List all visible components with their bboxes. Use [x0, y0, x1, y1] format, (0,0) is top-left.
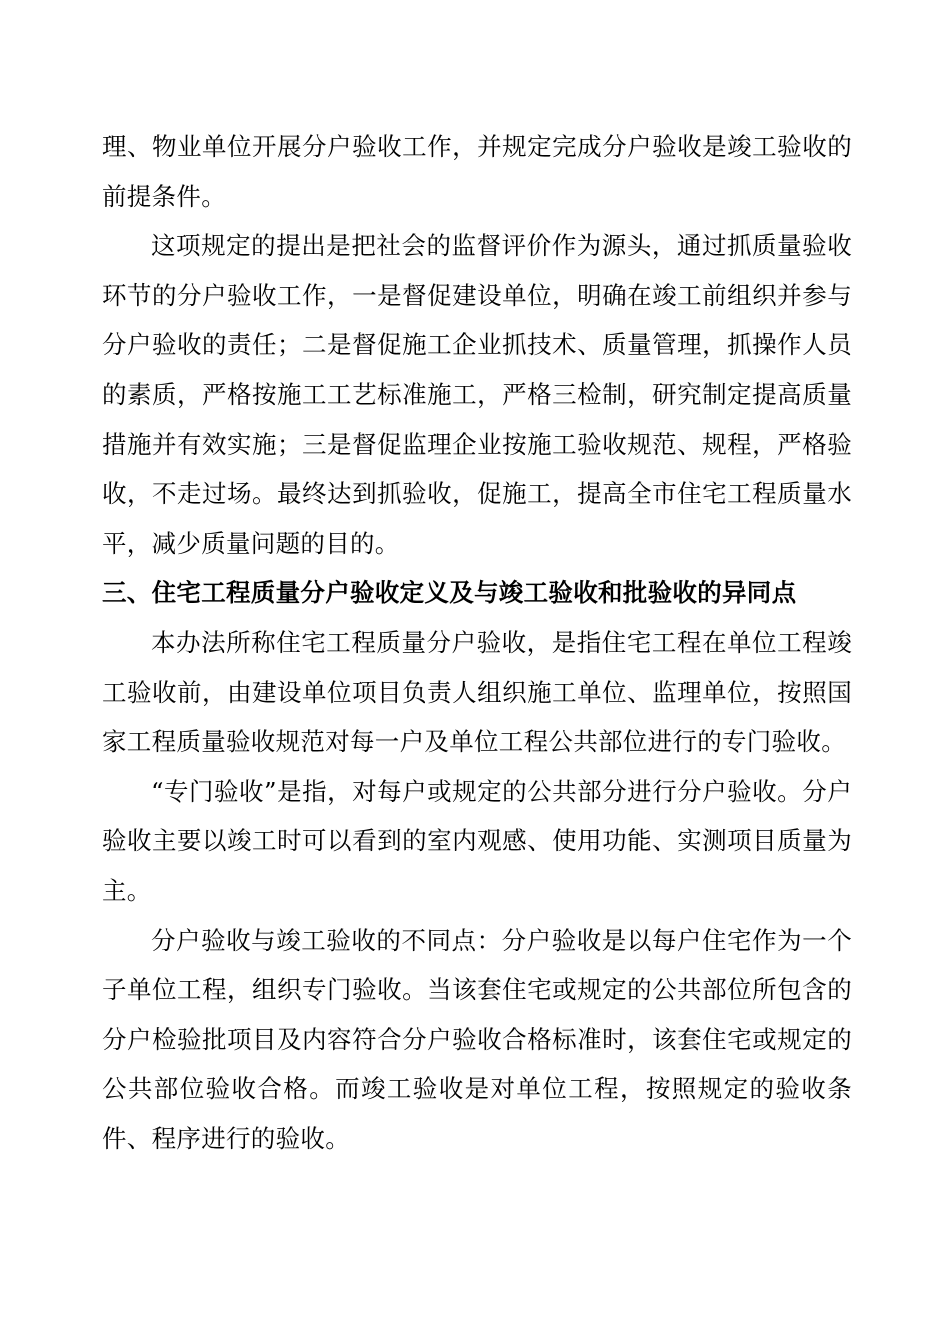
paragraph-purpose: 这项规定的提出是把社会的监督评价作为源头，通过抓质量验收环节的分户验收工作，一是督促建设单位，明确在竣工前组织并参与分户验收的责任；二是督促施工企业抓技术、质量管理，抓操作人员的素质，严格按施工工艺标准施工，严格三检制，研究制定提高质量措施并有效实施；三是督促监理企业按施工验收规范、规程，严格验收，不走过场。最终达到抓验收，促施工，提高全市住宅工程质量水平，减少质量问题的目的。 — [102, 231, 852, 558]
paragraph-definition: 本办法所称住宅工程质量分户验收，是指住宅工程在单位工程竣工验收前，由建设单位项目负责人组织施工单位、监理单位，按照国家工程质量验收规范对每一户及单位工程公共部位进行的专门验收。 — [102, 627, 852, 757]
paragraph-continuation: 理、物业单位开展分户验收工作，并规定完成分户验收是竣工验收的前提条件。 — [102, 132, 852, 211]
paragraph-special-acceptance: “专门验收”是指，对每户或规定的公共部分进行分户验收。分户验收主要以竣工时可以看到的室内观感、使用功能、实测项目质量为主。 — [102, 776, 852, 905]
section-heading: 三、住宅工程质量分户验收定义及与竣工验收和批验收的异同点 — [102, 578, 797, 608]
document-page — [102, 122, 852, 1163]
paragraph-differences: 分户验收与竣工验收的不同点：分户验收是以每户住宅作为一个子单位工程，组织专门验收。当该套住宅或规定的公共部位所包含的分户检验批项目及内容符合分户验收合格标准时，该套住宅或规定的公共部位验收合格。而竣工验收是对单位工程，按照规定的验收条件、程序进行的验收。 — [102, 925, 852, 1153]
